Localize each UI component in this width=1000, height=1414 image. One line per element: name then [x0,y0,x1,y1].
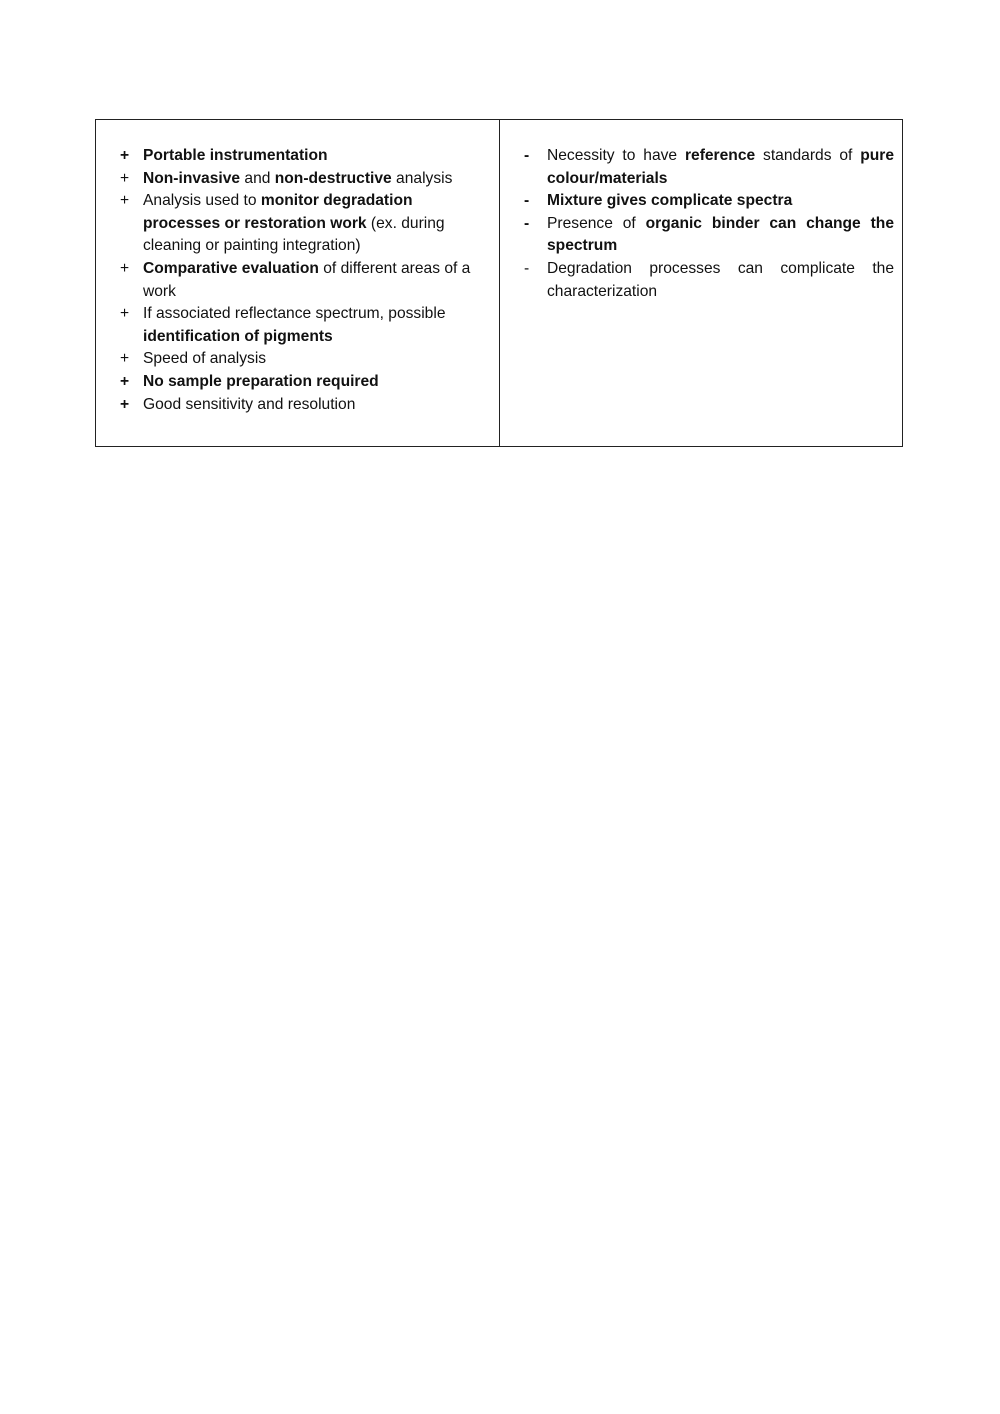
item-text [547,258,894,303]
pros-cons-table [95,119,903,447]
item-text [143,348,487,371]
item-text [143,371,487,394]
item-text [547,213,894,258]
plus-bullet: + [120,169,130,187]
cons-list [522,145,894,303]
con-item [522,258,894,303]
text-run: (ex. during cleaning or painting integration) [143,214,445,255]
bold-text: reference [684,147,756,164]
text-run: Degradation processes can complicate the characterization [547,259,894,300]
pro-item [118,168,487,191]
item-text [143,258,487,303]
text-run: analysis [391,169,453,187]
bold-text: Non-invasive [143,169,241,187]
bold-text: non-destructive [274,169,392,187]
item-text [143,303,487,348]
pros-column [96,120,500,446]
pro-item [118,394,487,417]
plus-bullet: + [120,372,130,390]
plus-bullet: + [120,259,130,277]
pro-item [118,258,487,303]
pro-item [118,348,487,371]
pro-item [118,371,487,394]
text-run: Speed of analysis [143,350,267,368]
plus-bullet: + [120,147,130,164]
bold-text: Mixture gives complicate spectra [547,192,793,210]
minus-bullet: - [524,259,530,277]
plus-bullet: + [120,192,130,210]
plus-bullet: + [120,350,130,368]
text-run: Presence of [547,214,646,232]
bold-text: Portable instrumentation [143,147,328,164]
plus-bullet: + [120,395,130,413]
bold-text: monitor degradation processes or restoration work [143,192,413,232]
minus-bullet: - [524,147,530,164]
minus-bullet: - [524,192,530,210]
text-run: Good sensitivity and resolution [143,395,356,413]
bold-text: organic binder can change the spectrum [547,214,894,255]
item-text [143,145,487,168]
bold-text: identification of pigments [143,327,333,345]
text-run: If associated reflectance spectrum, possible [143,305,446,323]
pro-item [118,145,487,168]
pro-item [118,303,487,348]
item-text [547,145,894,190]
minus-bullet: - [524,214,530,232]
pros-list [118,145,487,416]
con-item [522,213,894,258]
plus-bullet: + [120,305,130,323]
bold-text: pure colour/materials [547,147,894,187]
bold-text: Comparative evaluation [143,259,319,277]
con-item [522,145,894,190]
text-run: of different areas of a work [143,259,471,300]
con-item [522,190,894,213]
text-run: and [240,169,275,187]
item-text [143,168,487,191]
pro-item [118,190,487,258]
bold-text: No sample preparation required [143,372,379,390]
text-run: standards of [755,147,861,164]
item-text [547,190,894,213]
item-text [143,190,487,258]
text-run: Necessity to have [547,147,685,164]
text-run: Analysis used to [143,192,261,210]
cons-column [500,120,902,446]
item-text [143,394,487,417]
